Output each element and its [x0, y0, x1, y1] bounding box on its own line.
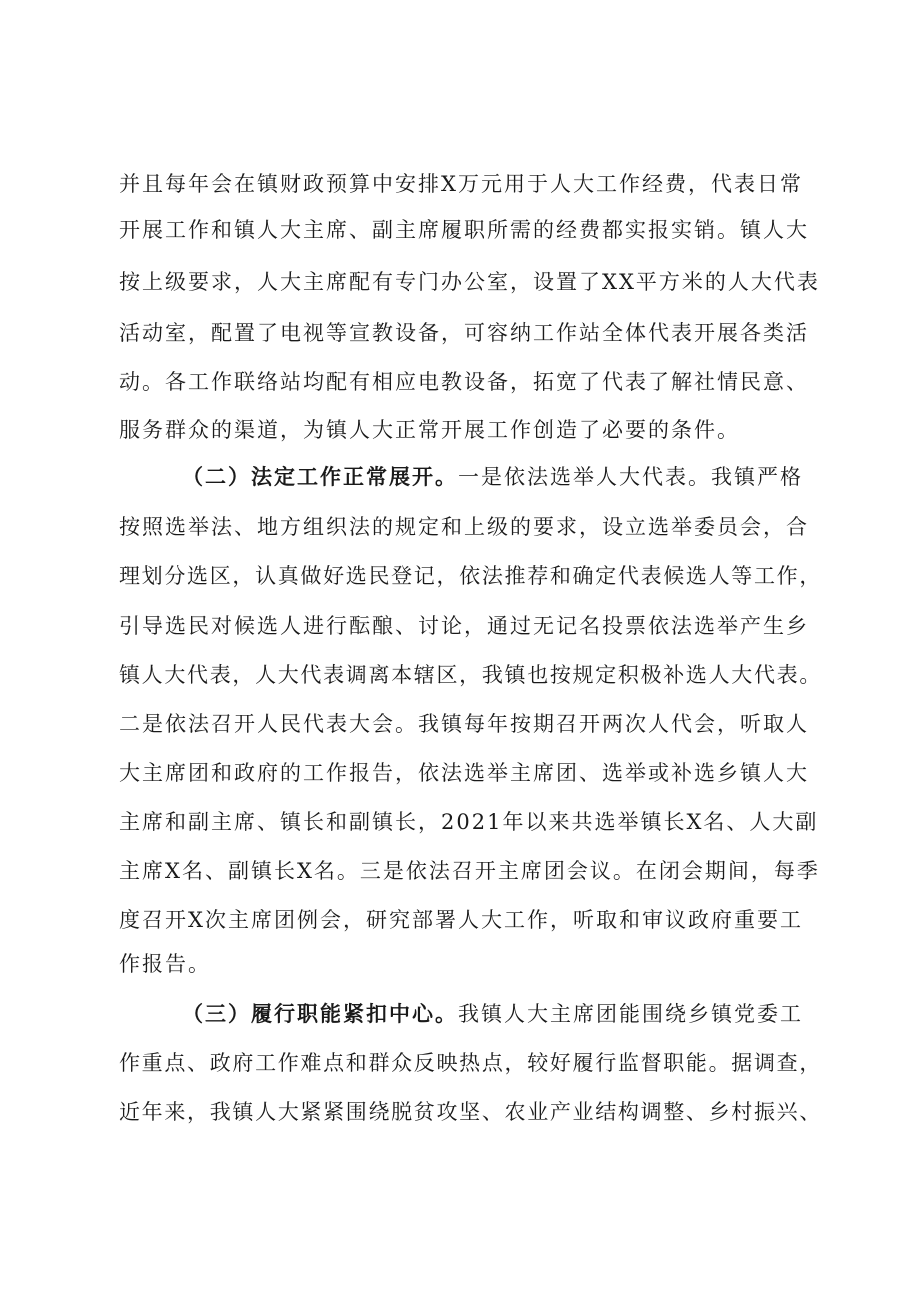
p2-first-line-text: 一是依法选举人大代表。我镇严格	[458, 465, 803, 489]
p2-line-10: 度召开X次主席团例会，研究部署人大工作，听取和审议政府重要工	[119, 908, 803, 932]
p2-line-7: 大主席团和政府的工作报告，依法选举主席团、选举或补选乡镇人大	[119, 761, 809, 785]
p2-line-9: 主席X名、副镇长X名。三是依法召开主席团会议。在闭会期间，每季	[119, 859, 820, 883]
p2-line-2: 按照选举法、地方组织法的规定和上级的要求，设立选举委员会，合	[119, 515, 809, 539]
p1-line-2: 开展工作和镇人大主席、副主席履职所需的经费都实报实销。镇人大	[119, 218, 809, 242]
p3-first-line	[182, 994, 803, 1034]
p3-first-line-text: 我镇人大主席团能围绕乡镇党委工	[458, 1002, 803, 1026]
p2-line-11: 作报告。	[119, 952, 211, 976]
p1-line-3: 按上级要求，人大主席配有专门办公室，设置了XX平方米的人大代表	[119, 270, 820, 294]
p2-line-5: 镇人大代表，人大代表调离本辖区，我镇也按规定积极补选人大代表。	[119, 663, 822, 687]
p1-line-5: 动。各工作联络站均配有相应电教设备，拓宽了代表了解社情民意、	[119, 370, 809, 394]
p1-line-1: 并且每年会在镇财政预算中安排X万元用于人大工作经费，代表日常	[119, 172, 803, 196]
p2-line-3: 理划分选区，认真做好选民登记，依法推荐和确定代表候选人等工作，	[119, 564, 822, 588]
p1-line-6: 服务群众的渠道，为镇人大正常开展工作创造了必要的条件。	[119, 418, 740, 442]
p2-first-line	[182, 457, 803, 497]
p2-line-4: 引导选民对候选人进行酝酿、讨论，通过无记名投票依法选举产生乡	[119, 614, 809, 638]
section-heading-2: （二）法定工作正常展开。	[182, 464, 458, 489]
p3-line-3: 近年来，我镇人大紧紧围绕脱贫攻坚、农业产业结构调整、乡村振兴、	[119, 1100, 822, 1124]
p2-line-8: 主席和副主席、镇长和副镇长，2021年以来共选举镇长X名、人大副	[119, 810, 819, 834]
p3-line-2: 作重点、政府工作难点和群众反映热点，较好履行监督职能。据调查，	[119, 1051, 822, 1075]
section-heading-3: （三）履行职能紧扣中心。	[182, 1001, 458, 1026]
p2-line-6: 二是依法召开人民代表大会。我镇每年按期召开两次人代会，听取人	[119, 712, 809, 736]
p1-line-4: 活动室，配置了电视等宣教设备，可容纳工作站全体代表开展各类活	[119, 321, 809, 345]
